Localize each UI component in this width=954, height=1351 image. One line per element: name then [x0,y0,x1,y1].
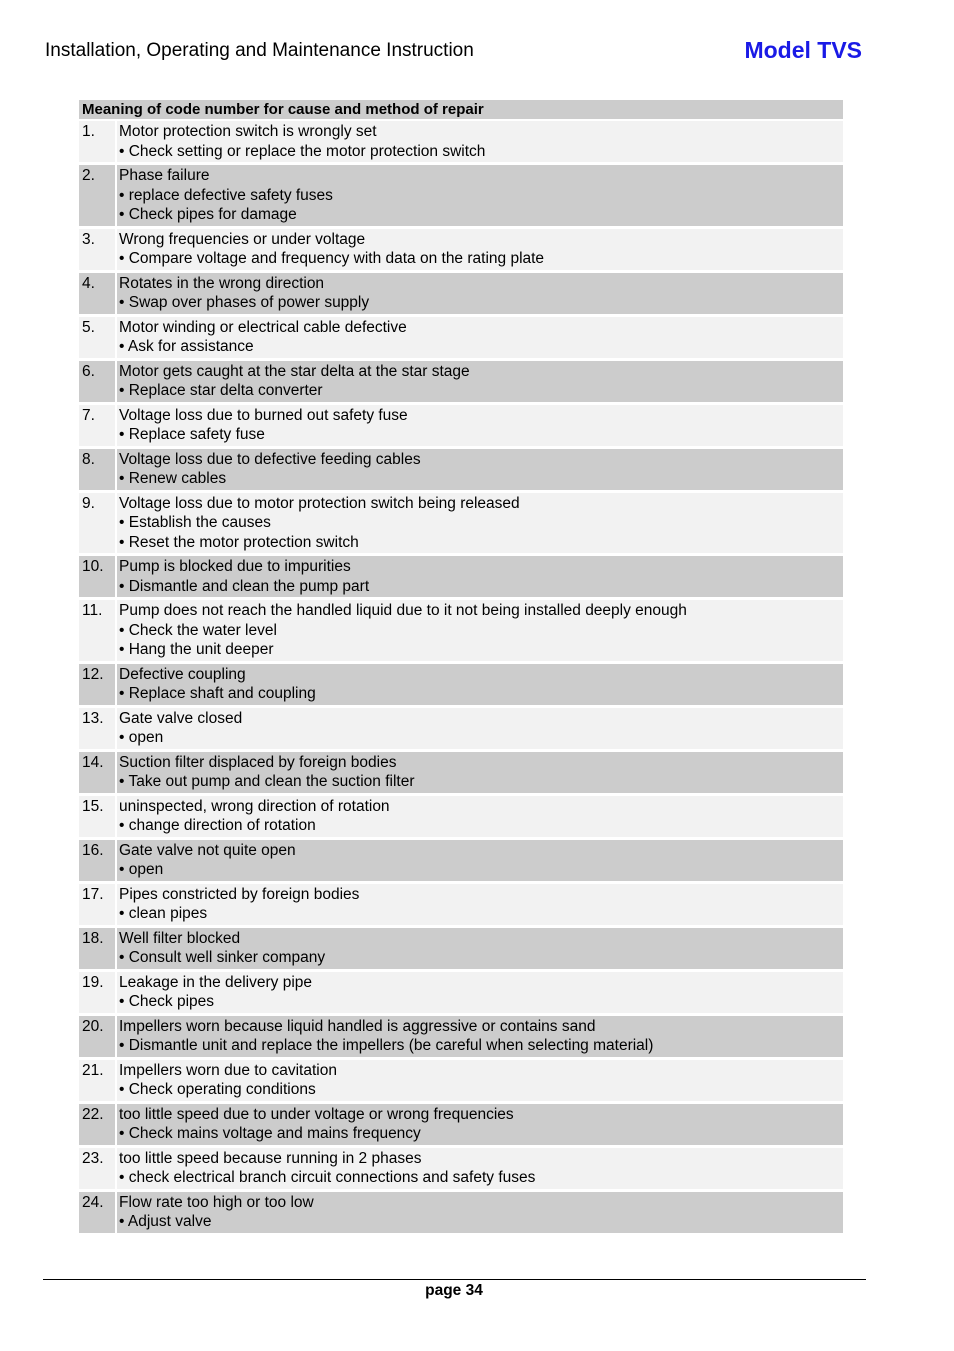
repair-step: • Ask for assistance [119,338,254,355]
repair-step: • Replace safety fuse [119,426,265,443]
cause-and-repair [117,840,843,881]
cause-text: Leakage in the delivery pipe [119,973,313,991]
code-number: 19. [79,972,115,1013]
code-number: 5. [79,317,115,358]
repair-step: • Check mains voltage and mains frequency [119,1125,421,1142]
cause-and-repair [117,928,843,969]
cause-text: Voltage loss due to defective feeding cables [119,450,421,468]
code-number: 1. [79,121,115,162]
cause-text: Voltage loss due to burned out safety fuse [119,406,408,424]
repair-step: • Consult well sinker company [119,949,326,966]
cause-text: Flow rate too high or too low [119,1193,314,1211]
repair-code-table [79,100,843,1236]
cause-text: too little speed because running in 2 phases [119,1149,422,1167]
cause-text: Voltage loss due to motor protection switch being released [119,494,520,512]
model-name: Model TVS [744,37,862,63]
cause-and-repair [117,1104,843,1145]
code-number: 4. [79,273,115,314]
cause-text: Defective coupling [119,665,246,683]
cause-text: uninspected, wrong direction of rotation [119,797,390,815]
code-number: 17. [79,884,115,925]
table-row [79,556,843,597]
cause-and-repair [117,1192,843,1233]
table-row [79,884,843,925]
repair-step: • open [119,861,164,878]
cause-text: Gate valve not quite open [119,841,296,859]
table-row [79,708,843,749]
code-number: 9. [79,493,115,554]
cause-and-repair [117,1016,843,1057]
footer-divider [43,1279,866,1280]
code-number: 7. [79,405,115,446]
table-row [79,121,843,162]
repair-step: • Adjust valve [119,1213,212,1230]
table-rows [79,121,843,1233]
table-row [79,1104,843,1145]
cause-and-repair [117,449,843,490]
cause-text: Pipes constricted by foreign bodies [119,885,360,903]
cause-and-repair [117,405,843,446]
table-row [79,493,843,554]
cause-and-repair [117,1060,843,1101]
code-number: 22. [79,1104,115,1145]
code-number: 23. [79,1148,115,1189]
repair-step: • Check setting or replace the motor protection switch [119,142,486,160]
repair-step: • Reset the motor protection switch [119,533,359,551]
code-number: 3. [79,229,115,270]
table-row [79,165,843,226]
table-row [79,664,843,705]
repair-step: • Dismantle and clean the pump part [119,577,370,595]
table-row [79,449,843,490]
code-number: 20. [79,1016,115,1057]
cause-and-repair [117,121,843,162]
code-number: 14. [79,752,115,793]
repair-step: • Dismantle unit and replace the impellers (be careful when selecting material) [119,1037,654,1054]
cause-and-repair [117,972,843,1013]
repair-step: • change direction of rotation [119,817,316,834]
code-number: 13. [79,708,115,749]
table-row [79,273,843,314]
repair-step: • Compare voltage and frequency with data on the rating plate [119,250,545,267]
repair-step: • Renew cables [119,470,227,487]
repair-step: • check electrical branch circuit connections and safety fuses [119,1169,536,1186]
repair-step: • replace defective safety fuses [119,186,333,204]
table-row [79,1192,843,1233]
cause-text: Phase failure [119,167,210,184]
code-number: 2. [79,165,115,226]
code-number: 16. [79,840,115,881]
table-row [79,1016,843,1057]
table-row [79,796,843,837]
cause-text: Motor gets caught at the star delta at the star stage [119,362,470,380]
repair-step: • open [119,729,164,746]
code-number: 18. [79,928,115,969]
repair-step: • Replace shaft and coupling [119,685,316,702]
cause-and-repair [117,229,843,270]
cause-text: Motor protection switch is wrongly set [119,123,377,140]
cause-and-repair [117,317,843,358]
cause-text: Pump is blocked due to impurities [119,558,351,575]
repair-step: • Swap over phases of power supply [119,294,370,311]
cause-text: Pump does not reach the handled liquid due to it not being installed deeply enough [119,602,687,619]
cause-and-repair [117,273,843,314]
table-row [79,972,843,1013]
repair-step: • Take out pump and clean the suction filter [119,773,415,790]
cause-text: Rotates in the wrong direction [119,274,325,292]
cause-text: Gate valve closed [119,709,243,727]
code-number: 6. [79,361,115,402]
cause-and-repair [117,664,843,705]
cause-text: Impellers worn due to cavitation [119,1061,337,1079]
cause-text: Motor winding or electrical cable defective [119,318,407,336]
cause-and-repair [117,600,843,661]
cause-and-repair [117,556,843,597]
code-number: 21. [79,1060,115,1101]
repair-step: • Hang the unit deeper [119,641,274,658]
repair-step: • Check the water level [119,621,277,639]
code-number: 10. [79,556,115,597]
cause-and-repair [117,752,843,793]
cause-and-repair [117,796,843,837]
cause-text: Suction filter displaced by foreign bodies [119,753,397,771]
cause-and-repair [117,361,843,402]
cause-and-repair [117,884,843,925]
repair-step: • Replace star delta converter [119,382,323,399]
repair-step: • clean pipes [119,905,208,922]
table-row [79,840,843,881]
table-row [79,928,843,969]
code-number: 8. [79,449,115,490]
cause-and-repair [117,493,843,554]
table-row [79,317,843,358]
page-number: page 34 [425,1282,483,1299]
cause-text: Well filter blocked [119,929,241,947]
table-row [79,361,843,402]
table-row [79,229,843,270]
cause-text: too little speed due to under voltage or wrong frequencies [119,1105,514,1123]
repair-step: • Check operating conditions [119,1081,316,1098]
code-number: 12. [79,664,115,705]
document-title: Installation, Operating and Maintenance Instruction [45,40,474,61]
code-number: 11. [79,600,115,661]
repair-step: • Check pipes for damage [119,206,297,223]
table-row [79,600,843,661]
code-number: 24. [79,1192,115,1233]
cause-and-repair [117,165,843,226]
repair-step: • Check pipes [119,993,215,1010]
table-row [79,1060,843,1101]
cause-and-repair [117,1148,843,1189]
code-number: 15. [79,796,115,837]
cause-and-repair [117,708,843,749]
table-row [79,405,843,446]
table-row [79,1148,843,1189]
cause-text: Wrong frequencies or under voltage [119,230,366,248]
table-heading: Meaning of code number for cause and method of repair [79,100,843,119]
repair-step: • Establish the causes [119,514,271,531]
table-row [79,752,843,793]
cause-text: Impellers worn because liquid handled is aggressive or contains sand [119,1017,596,1035]
